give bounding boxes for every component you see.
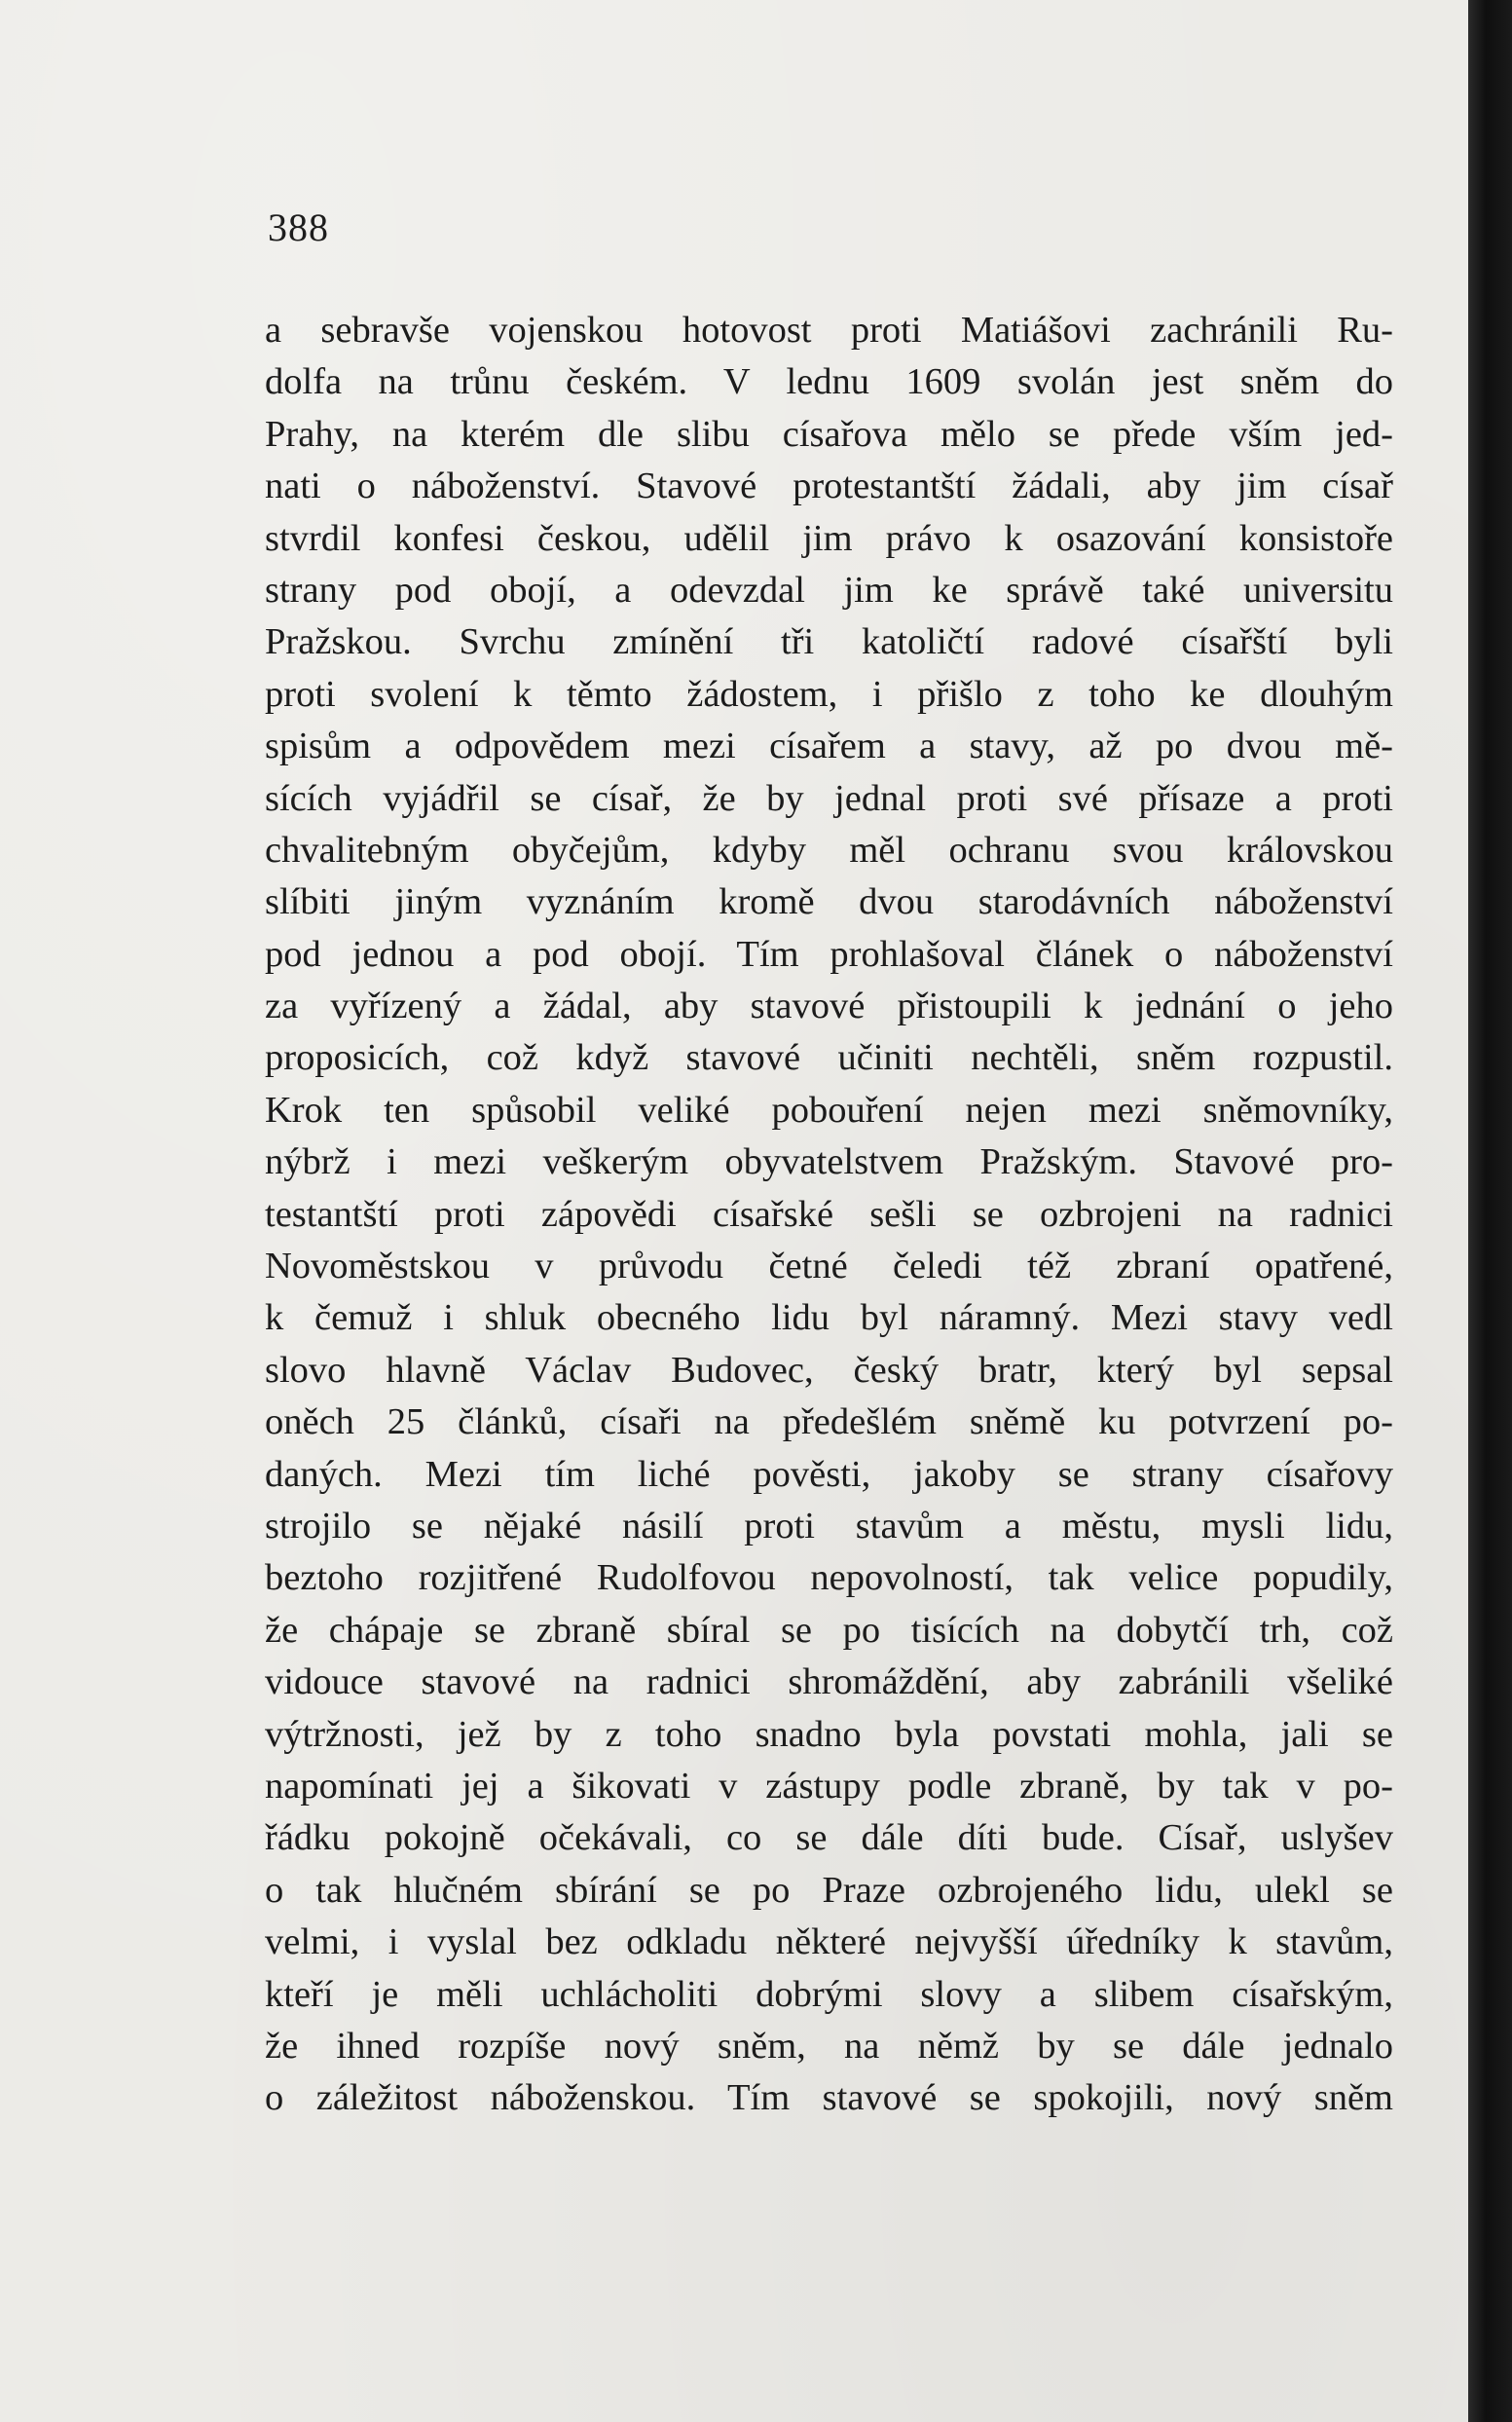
- text-line: Krok ten spůsobil veliké pobouření nejen mezi sněmovníky,: [265, 1089, 1393, 1131]
- text-line: o záležitost náboženskou. Tím stavové se spokojili, nový sněm: [265, 2077, 1393, 2119]
- text-line: spisům a odpovědem mezi císařem a stavy, až po dvou mě-: [265, 726, 1393, 767]
- text-line: že chápaje se zbraně sbíral se po tisících na dobytčí trh, což: [265, 1609, 1393, 1651]
- text-line: chvalitebným obyčejům, kdyby měl ochranu svou královskou: [265, 829, 1393, 871]
- text-line: napomínati jej a šikovati v zástupy podle zbraně, by tak v po-: [265, 1765, 1393, 1807]
- text-line: že ihned rozpíše nový sněm, na němž by se dále jednalo: [265, 2025, 1393, 2067]
- text-line: proti svolení k těmto žádostem, i přišlo z toho ke dlouhým: [265, 673, 1393, 715]
- text-line: strany pod obojí, a odevzdal jim ke správě také universitu: [265, 569, 1393, 611]
- text-line: Novoměstskou v průvodu četné čeledi též zbraní opatřené,: [265, 1246, 1393, 1287]
- text-line: slíbiti jiným vyznáním kromě dvou starodávních náboženství: [265, 881, 1393, 923]
- text-line: pod jednou a pod obojí. Tím prohlašoval článek o náboženství: [265, 933, 1393, 975]
- text-line: řádku pokojně očekávali, co se dále díti bude. Císař, uslyšev: [265, 1817, 1393, 1859]
- text-line: a sebravše vojenskou hotovost proti Matiášovi zachránili Ru-: [265, 310, 1393, 351]
- text-line: testantští proti zápovědi císařské sešli se ozbrojeni na radnici: [265, 1193, 1393, 1235]
- text-line: o tak hlučném sbírání se po Praze ozbrojeného lidu, ulekl se: [265, 1869, 1393, 1911]
- text-line: sících vyjádřil se císař, že by jednal proti své přísaze a proti: [265, 777, 1393, 819]
- text-line: beztoho rozjitřené Rudolfovou nepovolností, tak velice popudily,: [265, 1557, 1393, 1599]
- text-line: kteří je měli uchlácholiti dobrými slovy a slibem císařským,: [265, 1973, 1393, 2015]
- text-line: dolfa na trůnu českém. V lednu 1609 svolán jest sněm do: [265, 361, 1393, 403]
- page-number: 388: [268, 205, 329, 249]
- text-line: výtržnosti, jež by z toho snadno byla povstati mohla, jali se: [265, 1713, 1393, 1755]
- text-line: proposicích, což když stavové učiniti nechtěli, sněm rozpustil.: [265, 1037, 1393, 1079]
- text-line: k čemuž i shluk obecného lidu byl náramný. Mezi stavy vedl: [265, 1297, 1393, 1339]
- text-line: Prahy, na kterém dle slibu císařova mělo se přede vším jed-: [265, 413, 1393, 455]
- text-line: stvrdil konfesi českou, udělil jim právo k osazování konsistoře: [265, 517, 1393, 559]
- text-line: oněch 25 článků, císaři na předešlém sněmě ku potvrzení po-: [265, 1401, 1393, 1443]
- text-line: nýbrž i mezi veškerým obyvatelstvem Pražským. Stavové pro-: [265, 1141, 1393, 1183]
- text-line: za vyřízený a žádal, aby stavové přistoupili k jednání o jeho: [265, 986, 1393, 1027]
- page-edge-shadow: [1468, 0, 1512, 2422]
- text-line: slovo hlavně Václav Budovec, český bratr, který byl sepsal: [265, 1349, 1393, 1391]
- text-line: strojilo se nějaké násilí proti stavům a městu, mysli lidu,: [265, 1505, 1393, 1546]
- text-line: nati o náboženství. Stavové protestantští žádali, aby jim císař: [265, 466, 1393, 507]
- text-line: vidouce stavové na radnici shromáždění, aby zabránili všeliké: [265, 1661, 1393, 1703]
- text-line: Pražskou. Svrchu zmínění tři katoličtí radové císařští byli: [265, 621, 1393, 663]
- text-line: daných. Mezi tím liché pověsti, jakoby se strany císařovy: [265, 1453, 1393, 1495]
- body-text: [265, 305, 1393, 2125]
- text-line: velmi, i vyslal bez odkladu některé nejvyšší úředníky k stavům,: [265, 1921, 1393, 1963]
